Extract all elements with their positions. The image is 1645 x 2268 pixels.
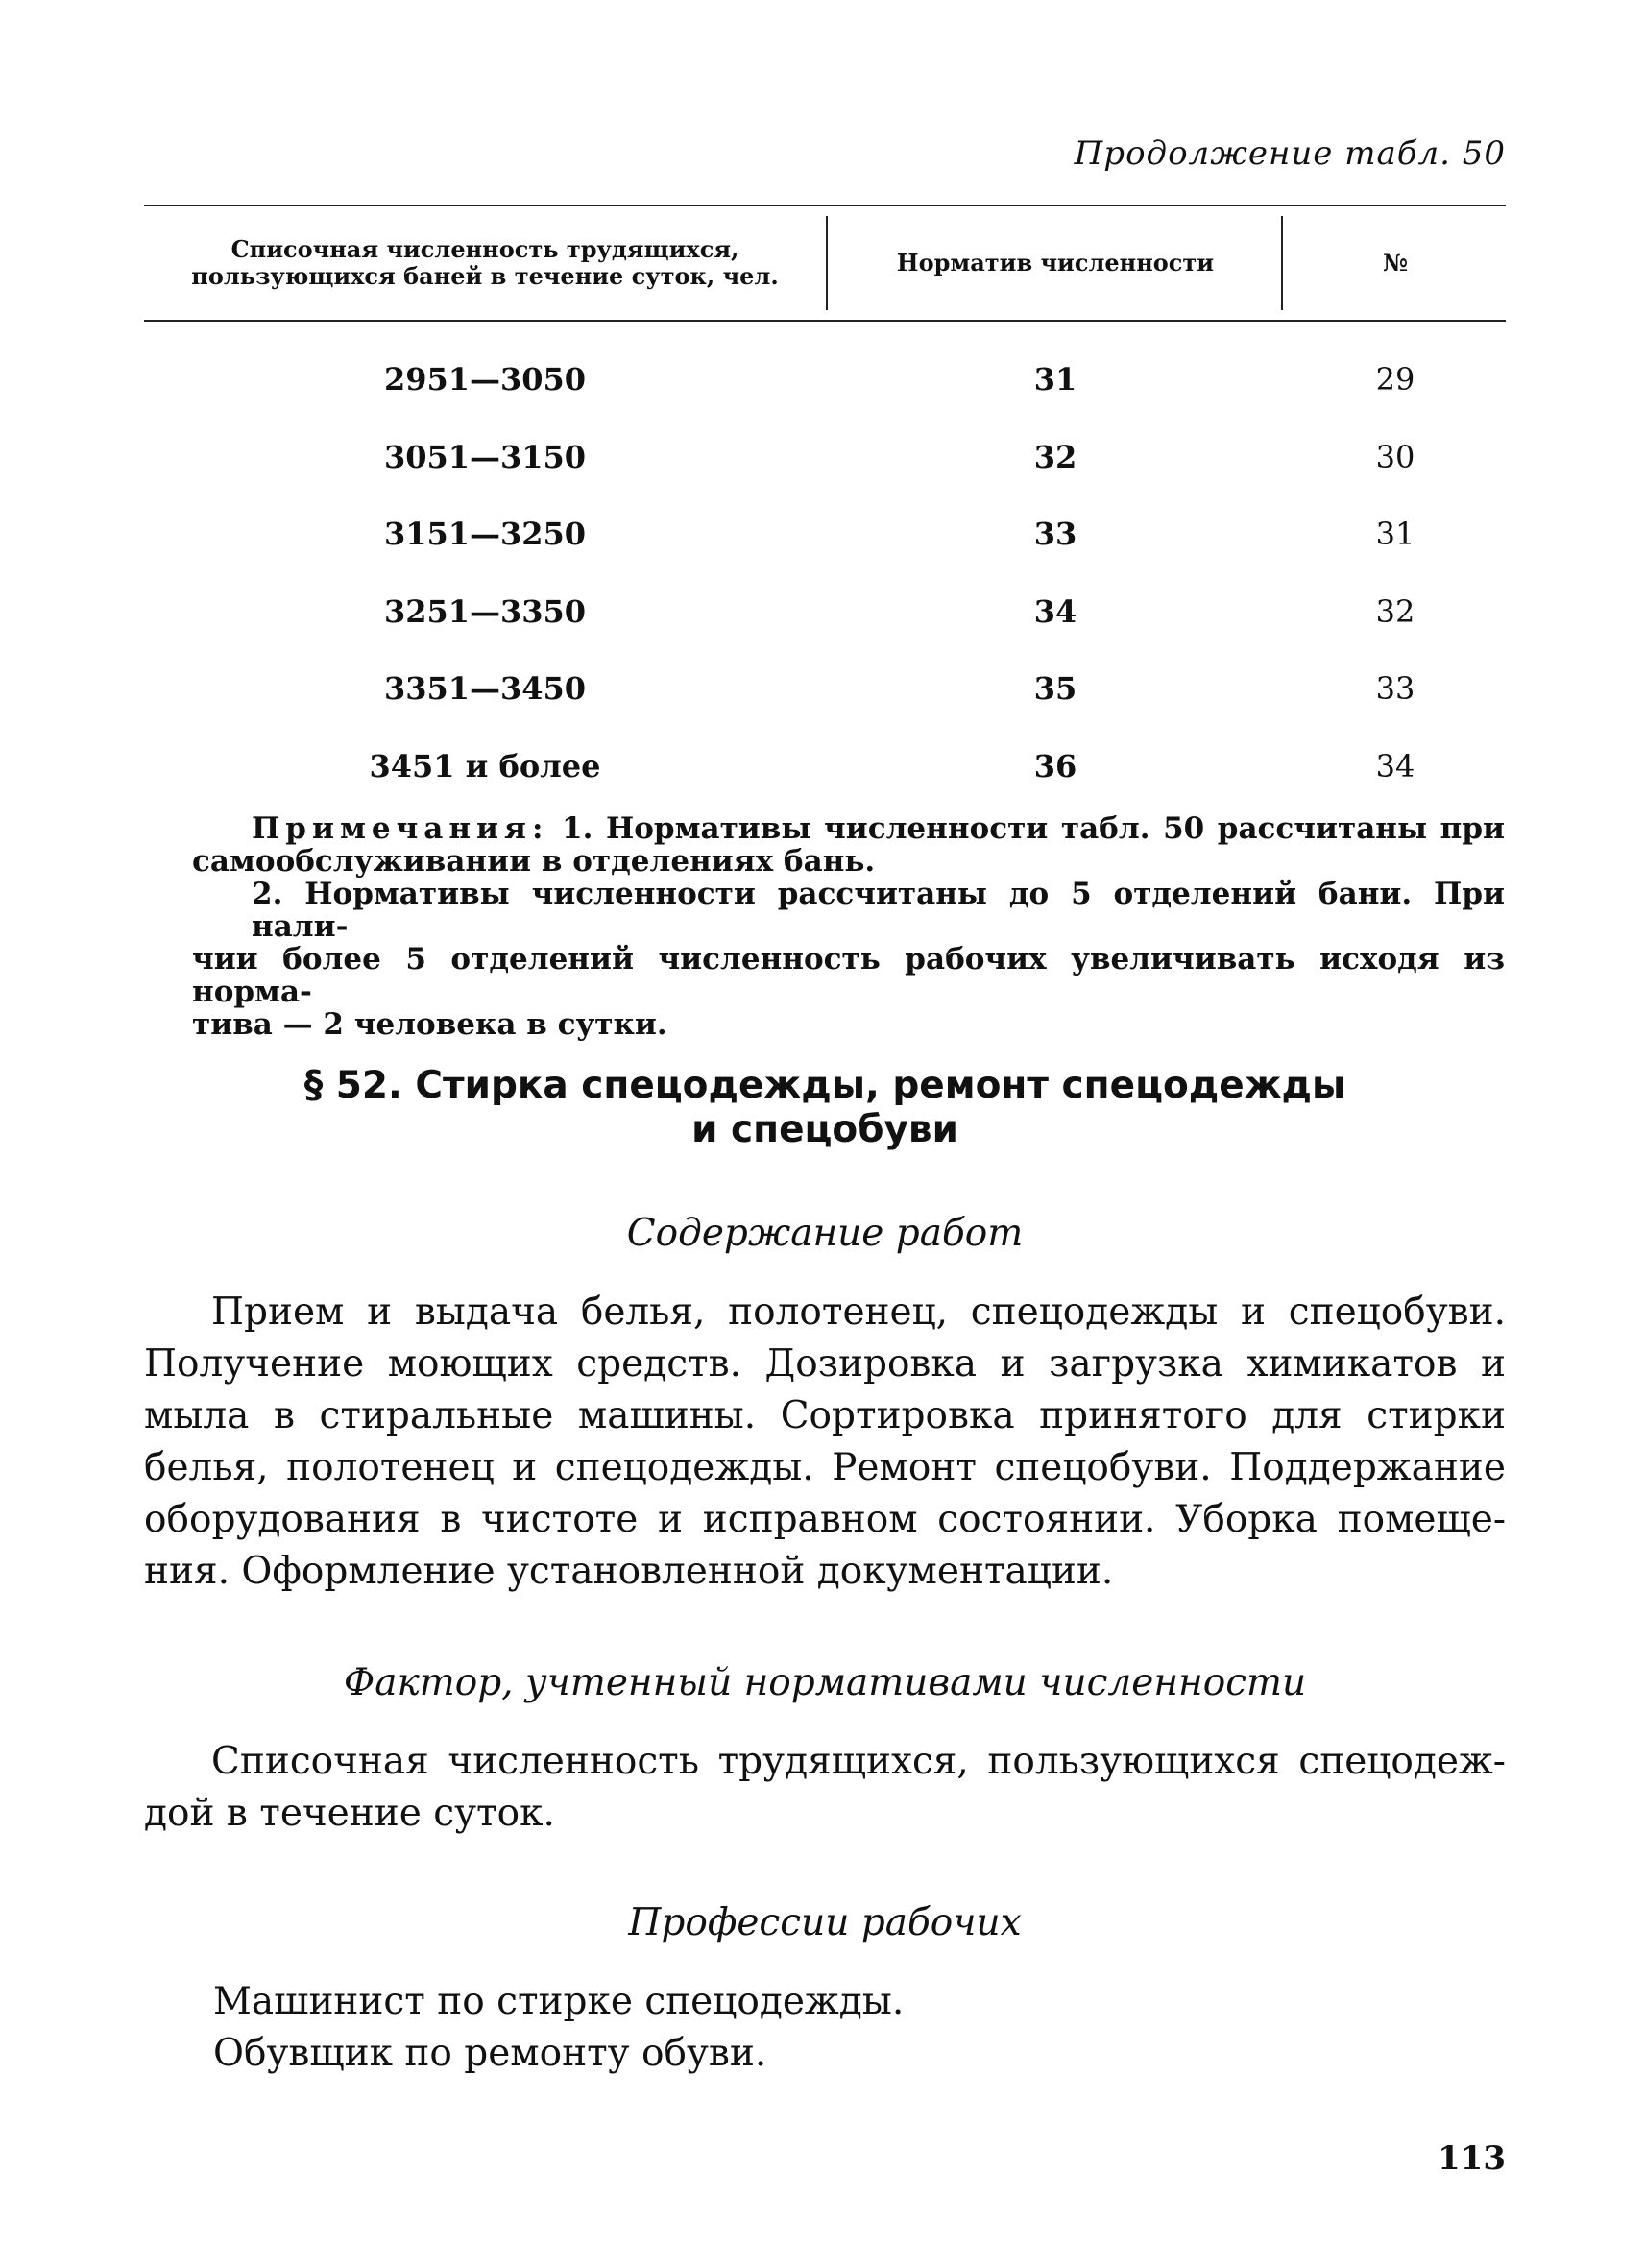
table-row: [144, 419, 1506, 496]
paragraph-line: Получение моющих средств. Дозировка и загрузка химикатов и: [144, 1342, 1506, 1386]
note-line: [252, 812, 1505, 845]
note-line: самообслуживании в отделениях бань.: [192, 844, 876, 879]
cell-number: 30: [1375, 438, 1415, 475]
note-line: тива — 2 человека в сутки.: [192, 1007, 667, 1042]
paragraph-line: мыла в стиральные машины. Сортировка принятого для стирки: [144, 1394, 1506, 1437]
work-content-heading: Содержание работ: [626, 1212, 1024, 1255]
factor-heading: Фактор, учтенный нормативами численности: [343, 1661, 1307, 1704]
cell-number: 34: [1375, 747, 1415, 784]
paragraph-line: Прием и выдача белья, полотенец, спецодежды и спецобуви.: [211, 1291, 1506, 1334]
paragraph-line: дой в течение суток.: [144, 1792, 555, 1835]
table-row: [144, 728, 1506, 806]
cell-range: 3151—3250: [383, 516, 587, 553]
cell-number: 32: [1375, 592, 1415, 630]
notes-label: Примечания:: [252, 811, 549, 846]
table-row: [144, 573, 1506, 651]
table-row: [144, 650, 1506, 728]
table-row: [144, 341, 1506, 419]
table-body: [144, 322, 1506, 805]
note-text: 1. Нормативы численности табл. 50 рассчитаны при: [562, 811, 1505, 846]
cell-range: 3351—3450: [383, 670, 587, 708]
cell-norm: 36: [1033, 747, 1077, 784]
cell-number: 31: [1375, 516, 1415, 553]
cell-range: 3251—3350: [383, 592, 587, 630]
table-continuation-label: Продолжение табл. 50: [1074, 134, 1506, 173]
cell-norm: 35: [1033, 670, 1077, 708]
note-line: 2. Нормативы численности рассчитаны до 5 отделений бани. При нали-: [252, 877, 1505, 944]
table-notes: [192, 811, 1505, 1042]
list-item: Машинист по стирке спецодежды.: [213, 1980, 905, 2023]
section-title-line: и спецобуви: [691, 1108, 958, 1151]
table-header: [144, 206, 1506, 320]
paragraph-line: Списочная численность трудящихся, пользующихся спецодеж-: [211, 1740, 1506, 1783]
factor-paragraph: [144, 1736, 1506, 1840]
work-content-paragraph: [144, 1287, 1506, 1598]
cell-number: 33: [1375, 670, 1415, 708]
cell-range: 3451 и более: [369, 747, 601, 784]
staffing-table: [144, 205, 1506, 805]
list-item: Обувщик по ремонту обуви.: [213, 2032, 767, 2075]
header-staff-norm: Норматив численности: [896, 249, 1215, 277]
paragraph-line: белья, полотенец и спецодежды. Ремонт спецобуви. Поддержание: [144, 1446, 1506, 1489]
header-employees-count: Списочная численность трудящихся, пользующихся баней в течение суток, чел.: [191, 235, 779, 290]
cell-range: 2951—3050: [383, 361, 587, 398]
section-title-line: § 52. Стирка спецодежды, ремонт спецодежды: [303, 1064, 1346, 1107]
paragraph-line: ния. Оформление установленной документации.: [144, 1550, 1114, 1593]
paragraph-line: оборудования в чистоте и исправном состоянии. Уборка помеще-: [144, 1498, 1506, 1541]
professions-list: [213, 1976, 904, 2080]
page-number: 113: [1438, 2139, 1506, 2178]
note-line: чии более 5 отделений численность рабочих увеличивать исходя из норма-: [192, 942, 1505, 1009]
professions-heading: Профессии рабочих: [628, 1901, 1022, 1944]
cell-norm: 34: [1033, 592, 1077, 630]
cell-norm: 31: [1033, 361, 1077, 398]
header-divider: [826, 216, 828, 310]
cell-norm: 32: [1033, 438, 1077, 475]
header-divider: [1281, 216, 1283, 310]
section-heading: [144, 1064, 1506, 1152]
header-number: №: [1382, 249, 1409, 277]
cell-norm: 33: [1033, 516, 1077, 553]
cell-number: 29: [1375, 361, 1415, 398]
table-row: [144, 495, 1506, 573]
cell-range: 3051—3150: [383, 438, 587, 475]
